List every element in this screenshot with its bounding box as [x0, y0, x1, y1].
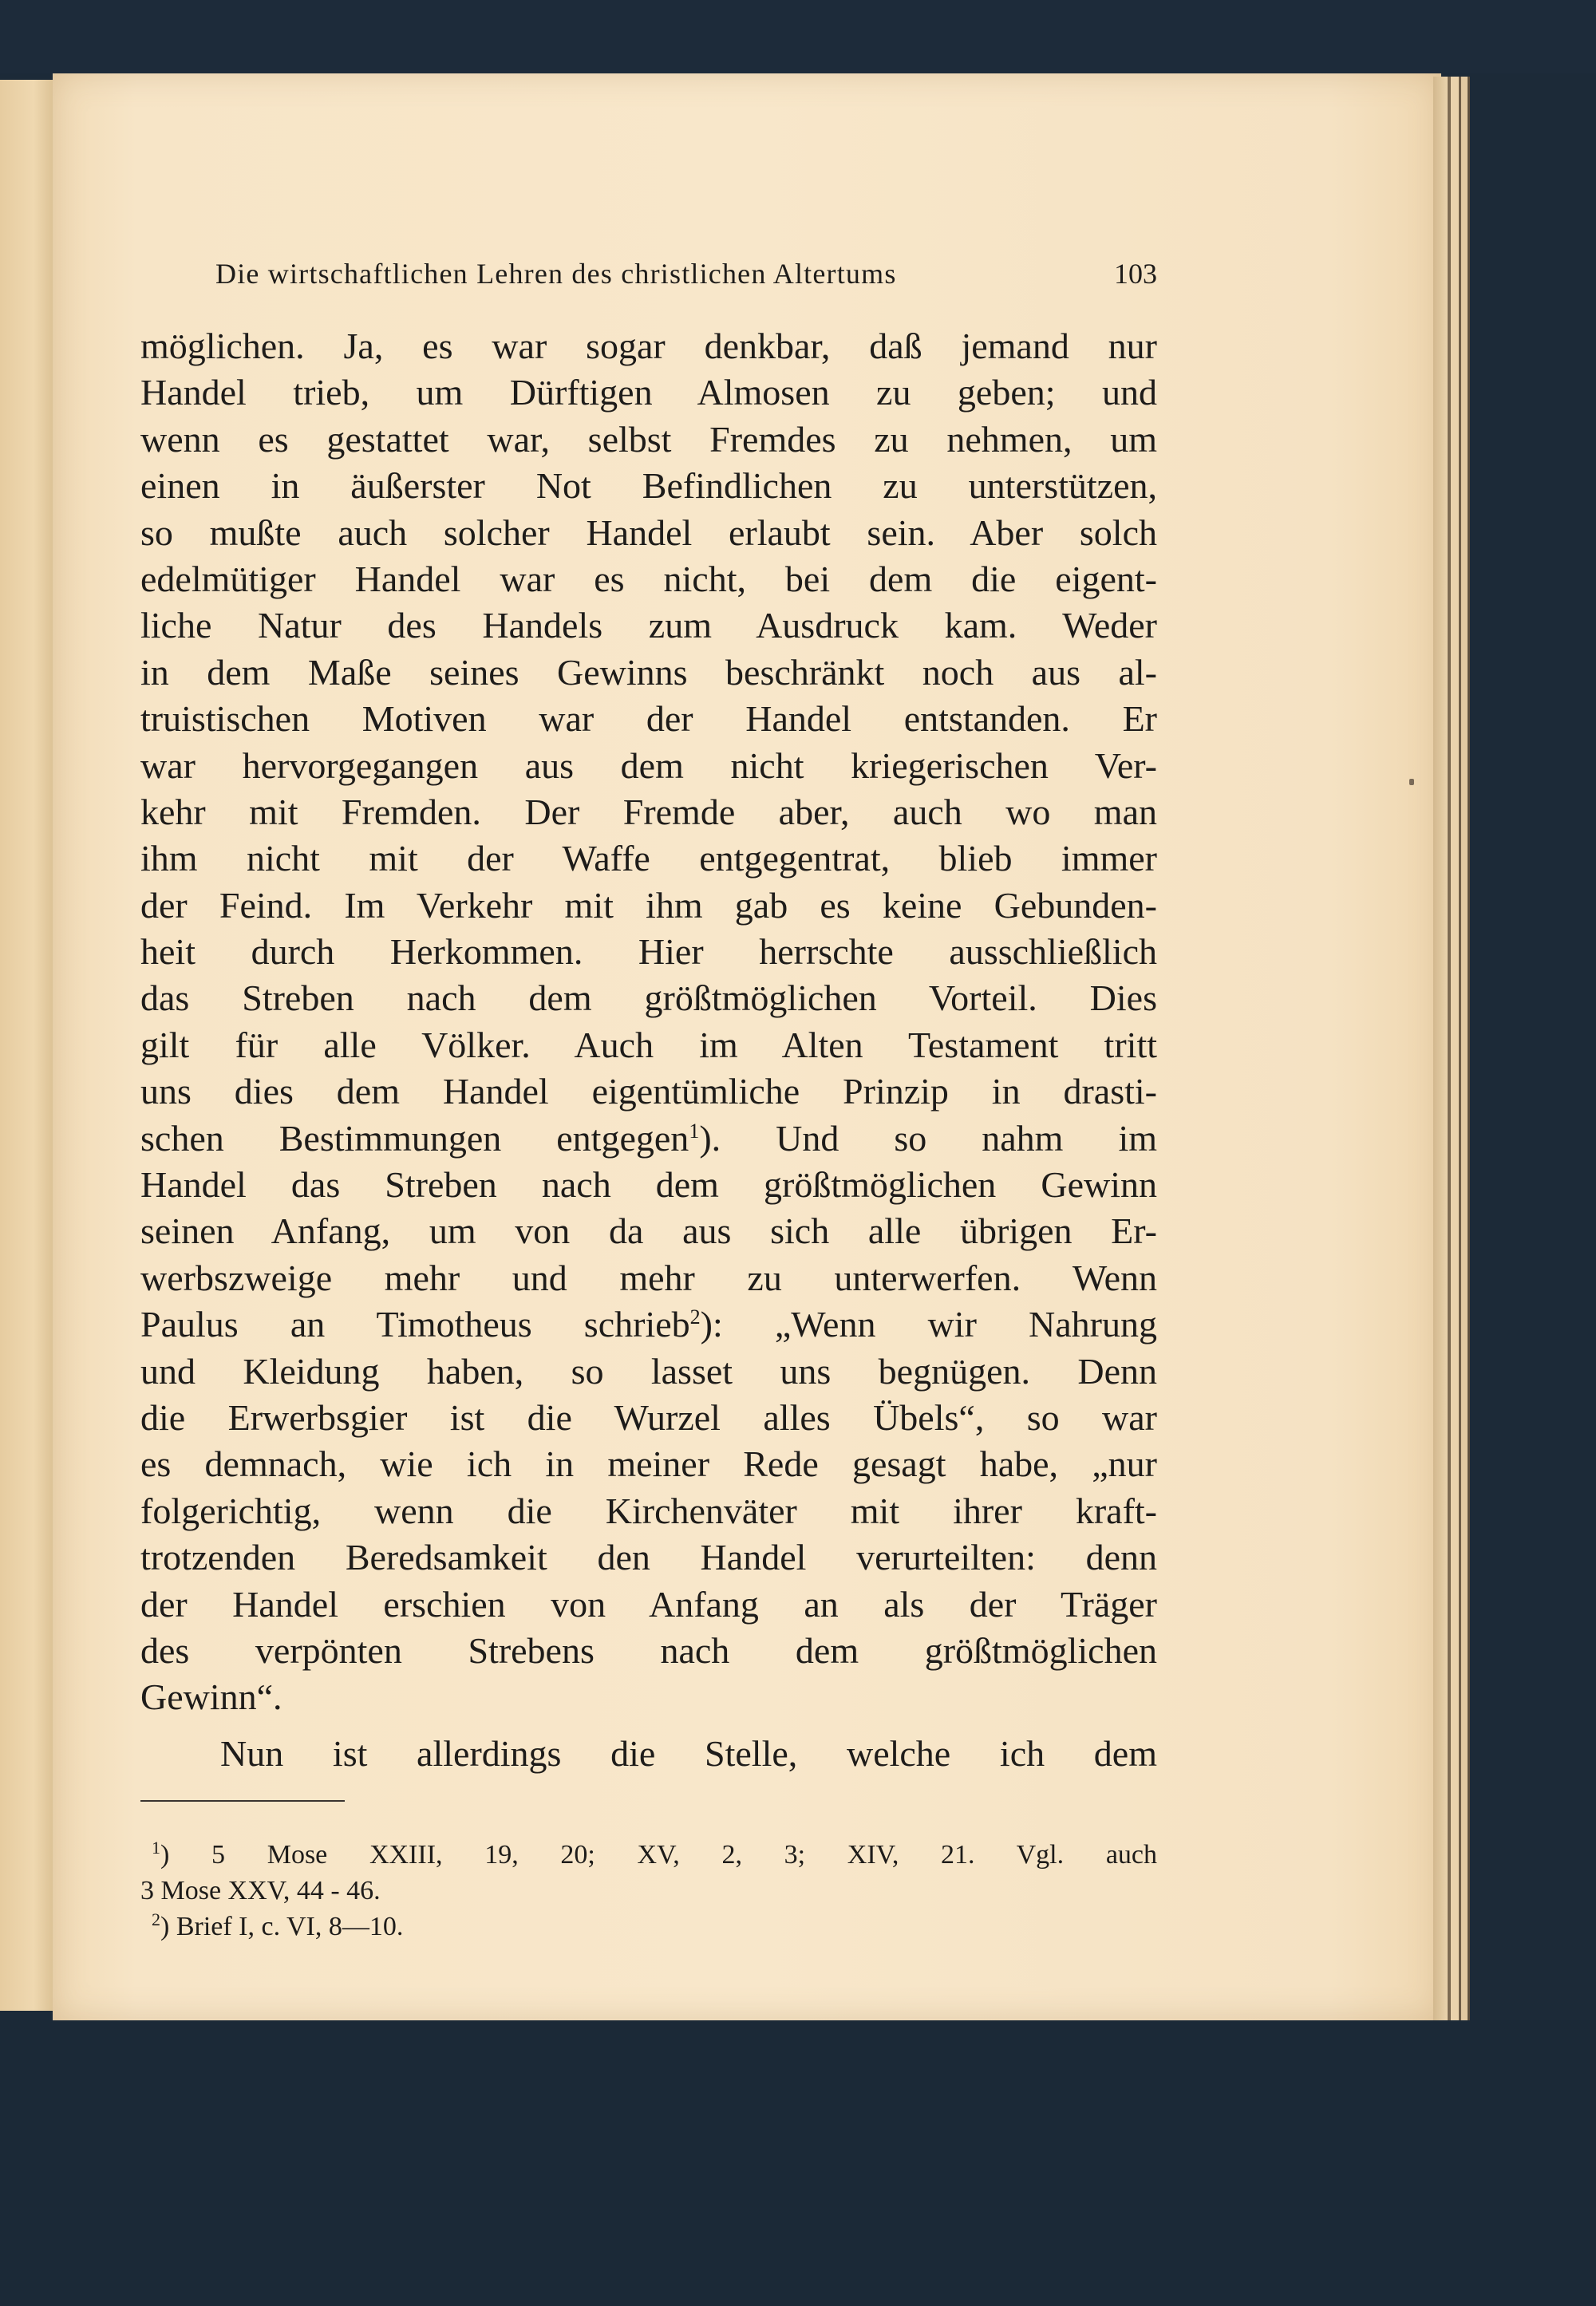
text-line: war hervorgegangen aus dem nicht kriegerischen Ver- — [140, 744, 1157, 786]
margin-speck — [1409, 779, 1414, 785]
text-line: werbszweige mehr und mehr zu unterwerfen. Wenn — [140, 1257, 1157, 1298]
running-head-title: Die wirtschaftlichen Lehren des christlichen Altertums — [215, 258, 897, 290]
text-line: gilt für alle Völker. Auch im Alten Testament tritt — [140, 1024, 1157, 1065]
text-line: wenn es gestattet war, selbst Fremdes zu nehmen, um — [140, 418, 1157, 460]
page-stack-edge — [1461, 77, 1468, 2020]
text-line-with-footnote-ref — [140, 1115, 1157, 1162]
footnote-2 — [140, 1909, 1157, 1945]
scan-background-bottom — [0, 2020, 1596, 2306]
text-line-with-footnote-ref — [140, 1301, 1157, 1348]
footnote-mark-1: 1 — [152, 1838, 160, 1858]
page-number: 103 — [1114, 258, 1157, 290]
page-stack-edge — [1451, 77, 1459, 2020]
text-line: möglichen. Ja, es war sogar denkbar, daß jemand nur — [140, 326, 1157, 366]
text-line: der Feind. Im Verkehr mit ihm gab es keine Gebunden- — [140, 884, 1157, 926]
paragraph-gap — [140, 1721, 1157, 1731]
body-text — [140, 323, 1157, 1777]
page-stack-edge — [1433, 77, 1448, 2020]
text-line: seinen Anfang, um von da aus sich alle übrigen Er- — [140, 1210, 1157, 1252]
text-line: kehr mit Fremden. Der Fremde aber, auch wo man — [140, 791, 1157, 832]
text-line: liche Natur des Handels zum Ausdruck kam. Weder — [140, 605, 1157, 646]
text-line: der Handel erschien von Anfang an als der Träger — [140, 1583, 1157, 1625]
text-segment: ). Und so nahm im — [699, 1117, 1157, 1159]
text-line: und Kleidung haben, so lasset uns begnügen. Denn — [140, 1350, 1157, 1392]
text-line: Handel das Streben nach dem größtmöglichen Gewinn — [140, 1164, 1157, 1206]
text-line: es demnach, wie ich in meiner Rede gesagt habe, „nur — [140, 1443, 1157, 1485]
footnote-mark-2: 2 — [152, 1909, 160, 1929]
text-line: folgerichtig, wenn die Kirchenväter mit ihrer kraft- — [140, 1490, 1157, 1531]
text-line-new-paragraph: Nun ist allerdings die Stelle, welche ich dem — [220, 1732, 1157, 1774]
text-line: edelmütiger Handel war es nicht, bei dem die eigent- — [140, 558, 1157, 599]
text-line: in dem Maße seines Gewinns beschränkt noch aus al- — [140, 651, 1157, 693]
text-line: Handel trieb, um Dürftigen Almosen zu geben; und — [140, 372, 1157, 413]
footnotes — [140, 1837, 1157, 1945]
footnote-text: ) 5 Mose XXIII, 19, 20; XV, 2, 3; XIV, 21. Vgl. auch — [160, 1840, 1157, 1870]
page-stack-edge — [1468, 77, 1470, 2020]
text-line: trotzenden Beredsamkeit den Handel verurteilten: denn — [140, 1537, 1157, 1578]
footnote-divider — [140, 1800, 345, 1802]
footnote-ref-2: 2 — [689, 1305, 701, 1329]
footnote-1 — [140, 1837, 1157, 1873]
text-line: die Erwerbsgier ist die Wurzel alles Übels“, so war — [140, 1396, 1157, 1438]
text-segment: Paulus an Timotheus schrieb — [140, 1304, 690, 1345]
footnote-1-continuation: 3 Mose XXV, 44 - 46. — [140, 1876, 381, 1905]
text-segment: ): „Wenn wir Nahrung — [700, 1304, 1157, 1345]
text-line: ihm nicht mit der Waffe entgegentrat, blieb immer — [140, 838, 1157, 879]
text-segment: schen Bestimmungen entgegen — [140, 1117, 689, 1159]
facing-page-edge — [0, 80, 56, 2011]
text-line-paragraph-end: Gewinn“. — [140, 1676, 282, 1718]
text-line: heit durch Herkommen. Hier herrschte ausschließlich — [140, 931, 1157, 973]
text-line: uns dies dem Handel eigentümliche Prinzip in drasti- — [140, 1071, 1157, 1112]
scan-background-top — [0, 0, 1596, 73]
footnote-ref-1: 1 — [689, 1119, 700, 1143]
text-line: das Streben nach dem größtmöglichen Vorteil. Dies — [140, 977, 1157, 1019]
text-line: truistischen Motiven war der Handel entstanden. Er — [140, 698, 1157, 740]
text-line: des verpönten Strebens nach dem größtmöglichen — [140, 1629, 1157, 1671]
text-line: einen in äußerster Not Befindlichen zu unterstützen, — [140, 465, 1157, 507]
footnote-text: ) Brief I, c. VI, 8—10. — [160, 1912, 404, 1941]
text-line: so mußte auch solcher Handel erlaubt sein. Aber solch — [140, 511, 1157, 553]
